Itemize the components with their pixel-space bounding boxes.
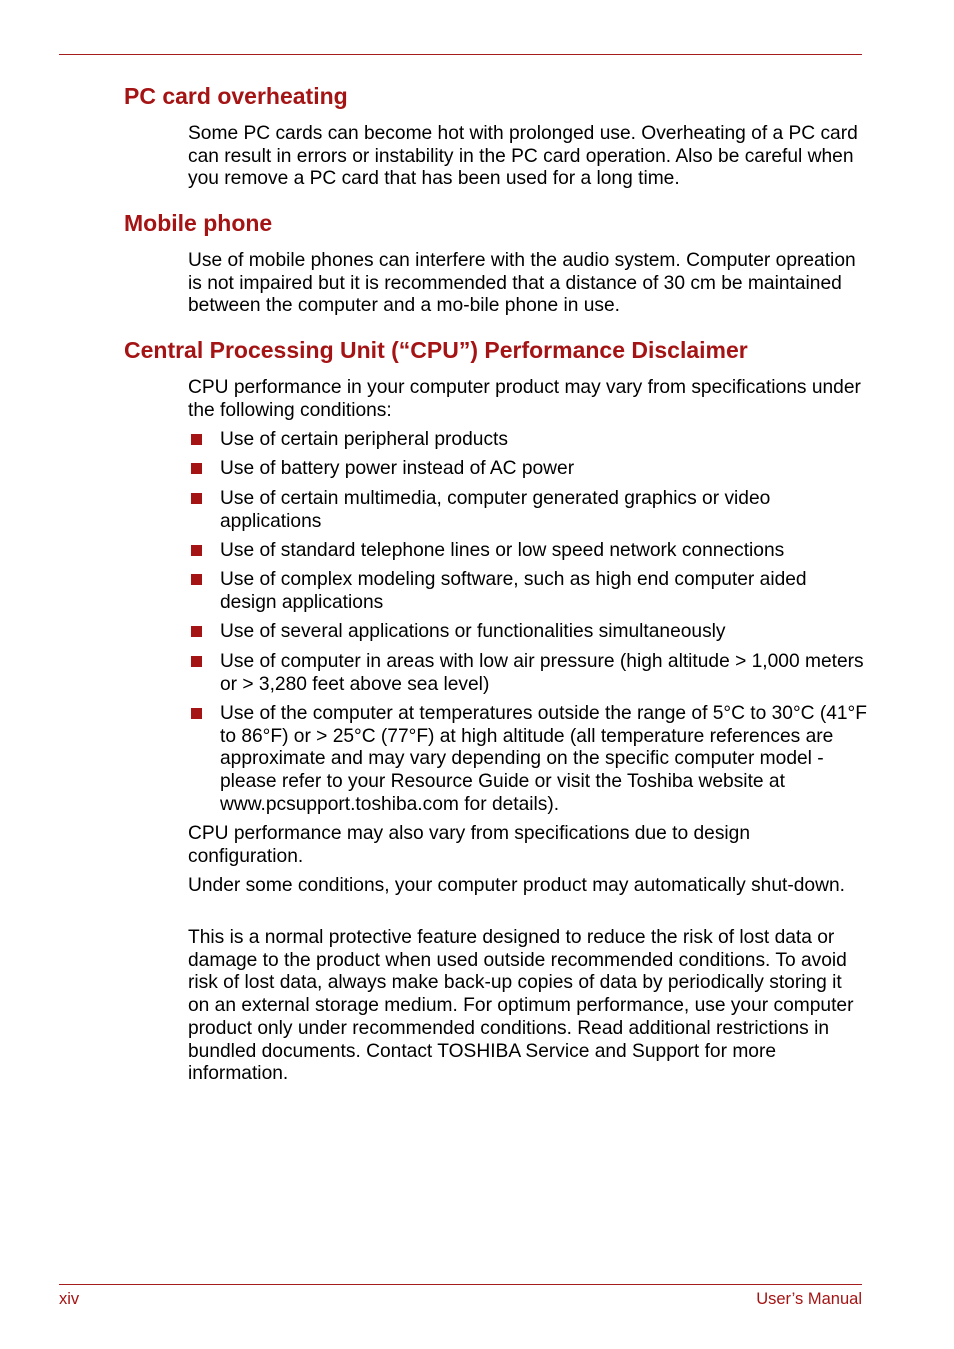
footer-rule [59,1284,862,1285]
page-number: xiv [59,1290,80,1308]
bullet-square-icon [191,574,202,585]
list-item-text: Use of complex modeling software, such as high end computer aided design applications [220,569,807,613]
list-item-text: Use of standard telephone lines or low speed network connections [220,540,785,561]
header-rule [59,54,862,55]
list-item [188,458,868,481]
paragraph-cpu-shutdown: Under some conditions, your computer product may automatically shut-down. [188,875,845,896]
bullet-square-icon [191,656,202,667]
paragraph-cpu-design: CPU performance may also vary from specifications due to design configuration. [188,823,751,867]
manual-title: User’s Manual [756,1290,862,1308]
paragraph-mobile-phone: Use of mobile phones can interfere with the audio system. Computer opreation is not impaired but it is recommended that a distance of 30 cm be maintained between the computer and a mo-bile phone in use. [188,250,856,317]
bullet-square-icon [191,463,202,474]
list-item-text: Use of several applications or functionalities simultaneously [220,621,726,642]
heading-pc-card-overheating: PC card overheating [124,83,348,109]
list-item [188,569,868,614]
bullet-square-icon [191,434,202,445]
paragraph-cpu-protective: This is a normal protective feature designed to reduce the risk of lost data or damage to the product when used outside recommended conditions. To avoid risk of lost data, always make back-up copies of data by periodically storing it on an external storage medium. For optimum performance, use your computer product only under recommended conditions. Read additional restrictions in bundled documents. Contact TOSHIBA Service and Support for more information. [188,927,854,1085]
list-item [188,651,868,696]
bullet-square-icon [191,545,202,556]
list-item-text: Use of the computer at temperatures outside the range of 5°C to 30°C (41°F to 86°F) or > 25°C (77°F) at high altitude (all temperature references are approximate and may vary depending on the specific computer model - please refer to your Resource Guide or visit the Toshiba website at www.pcsupport.toshiba.com for details). [220,703,867,815]
list-item-text: Use of computer in areas with low air pressure (high altitude > 1,000 meters or > 3,280 feet above sea level) [220,651,864,695]
list-item-text: Use of certain peripheral products [220,429,508,450]
heading-cpu-disclaimer: Central Processing Unit (“CPU”) Performance Disclaimer [124,337,748,363]
list-item [188,429,868,452]
bullet-square-icon [191,626,202,637]
bullet-square-icon [191,493,202,504]
bullet-square-icon [191,708,202,719]
paragraph-cpu-intro: CPU performance in your computer product may vary from specifications under the following conditions: [188,377,861,421]
list-item [188,703,868,817]
paragraph-pc-card-overheating: Some PC cards can become hot with prolonged use. Overheating of a PC card can result in errors or instability in the PC card operation. Also be careful when you remove a PC card that has been used for a long time. [188,123,858,190]
list-item-text: Use of battery power instead of AC power [220,458,575,479]
list-item [188,488,868,533]
heading-mobile-phone: Mobile phone [124,210,273,236]
list-item [188,540,868,563]
list-item [188,621,868,644]
list-item-text: Use of certain multimedia, computer generated graphics or video applications [220,488,771,532]
